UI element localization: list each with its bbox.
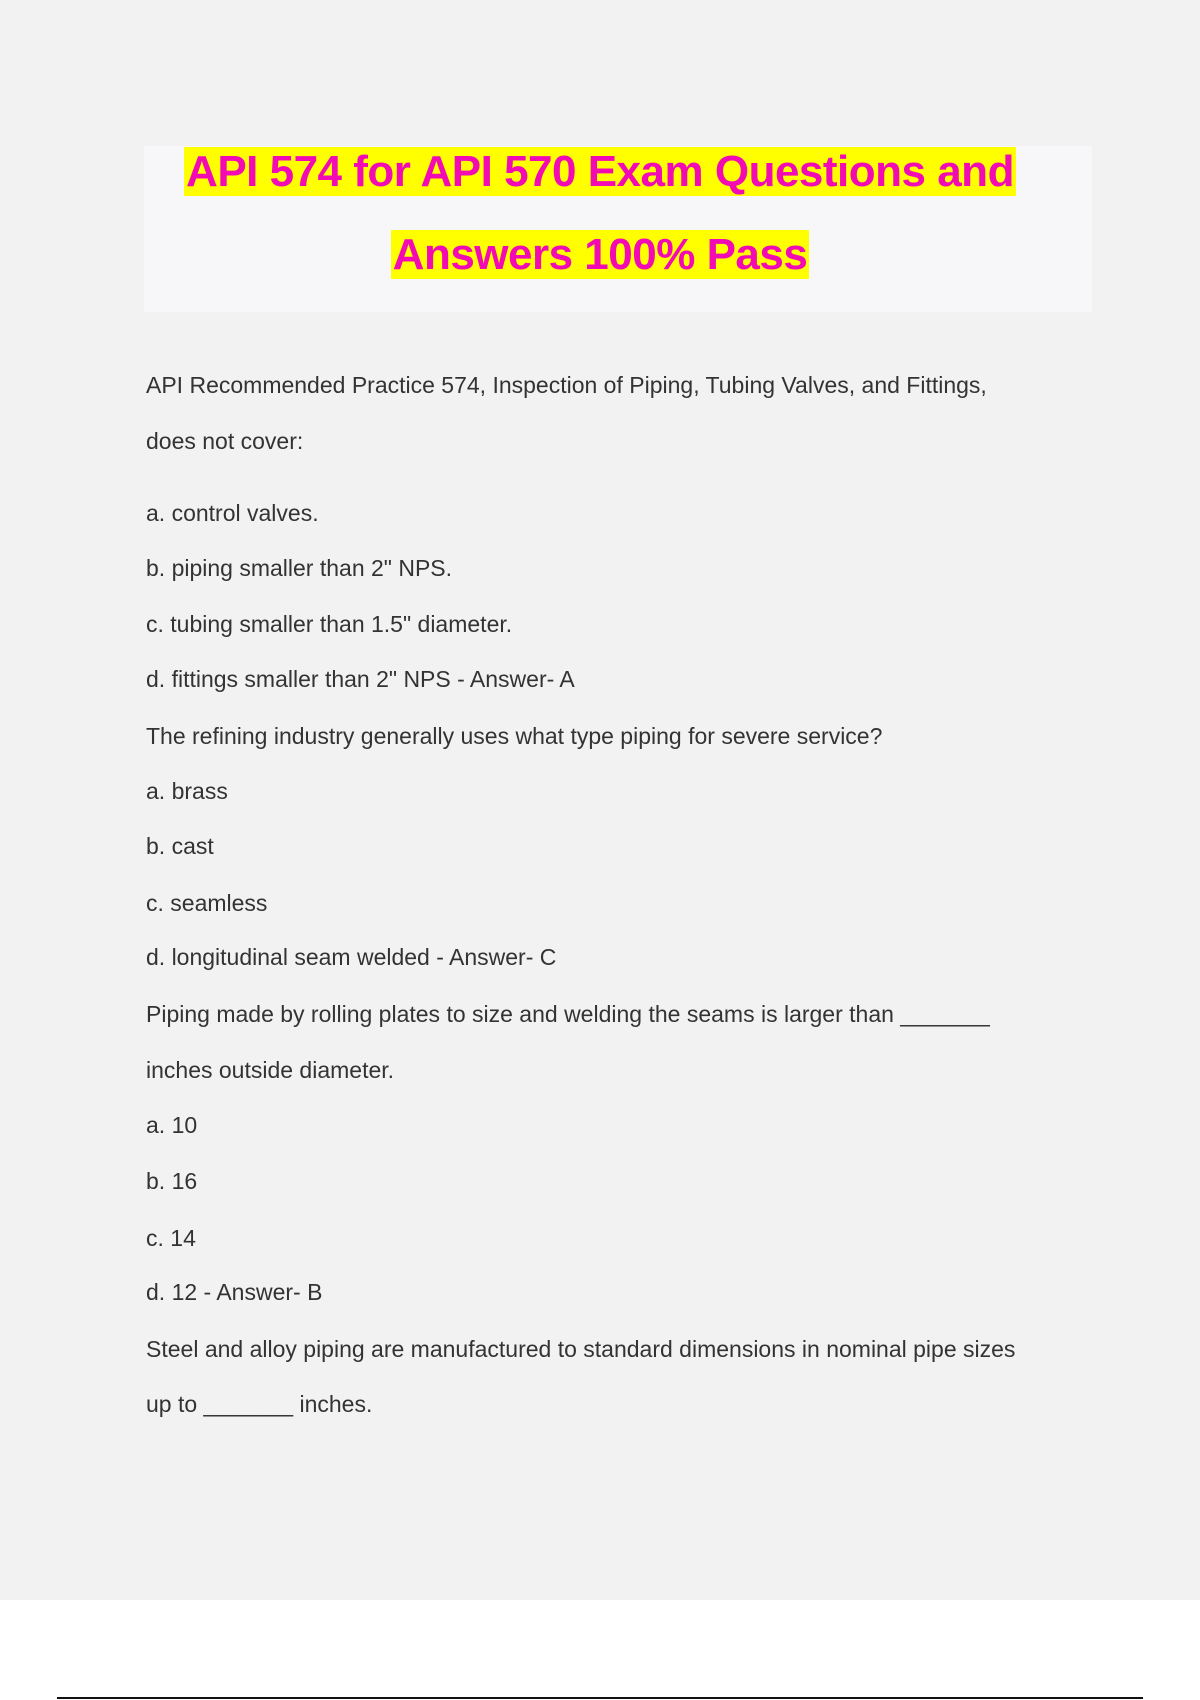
question-2-option-d-answer: d. longitudinal seam welded - Answer- C xyxy=(146,944,557,970)
question-1-option-a: a. control valves. xyxy=(146,500,319,526)
question-1-option-c: c. tubing smaller than 1.5" diameter. xyxy=(146,611,513,637)
question-3-option-c: c. 14 xyxy=(146,1225,196,1251)
question-3-option-a: a. 10 xyxy=(146,1112,198,1138)
question-3-text-line-1: Piping made by rolling plates to size and welding the seams is larger than _______ xyxy=(146,1001,990,1027)
question-1-option-b: b. piping smaller than 2" NPS. xyxy=(146,555,453,581)
footer-divider xyxy=(57,1697,1143,1699)
question-2-text: The refining industry generally uses what type piping for severe service? xyxy=(146,723,883,749)
question-2-option-a: a. brass xyxy=(146,778,228,804)
question-4-text-line-2: up to _______ inches. xyxy=(146,1391,373,1417)
question-2-option-c: c. seamless xyxy=(146,890,268,916)
question-1-text-line-2: does not cover: xyxy=(146,428,304,454)
question-3-option-d-answer: d. 12 - Answer- B xyxy=(146,1279,323,1305)
question-1-text-line-1: API Recommended Practice 574, Inspection of Piping, Tubing Valves, and Fittings, xyxy=(146,372,987,398)
question-3-option-b: b. 16 xyxy=(146,1168,198,1194)
document-title-line-1: API 574 for API 570 Exam Questions and xyxy=(186,147,1014,196)
question-4-text-line-1: Steel and alloy piping are manufactured to standard dimensions in nominal pipe sizes xyxy=(146,1336,1016,1362)
question-1-option-d-answer: d. fittings smaller than 2" NPS - Answer- A xyxy=(146,666,575,692)
question-2-option-b: b. cast xyxy=(146,833,214,859)
question-3-text-line-2: inches outside diameter. xyxy=(146,1057,395,1083)
document-title-line-2: Answers 100% Pass xyxy=(392,230,808,279)
